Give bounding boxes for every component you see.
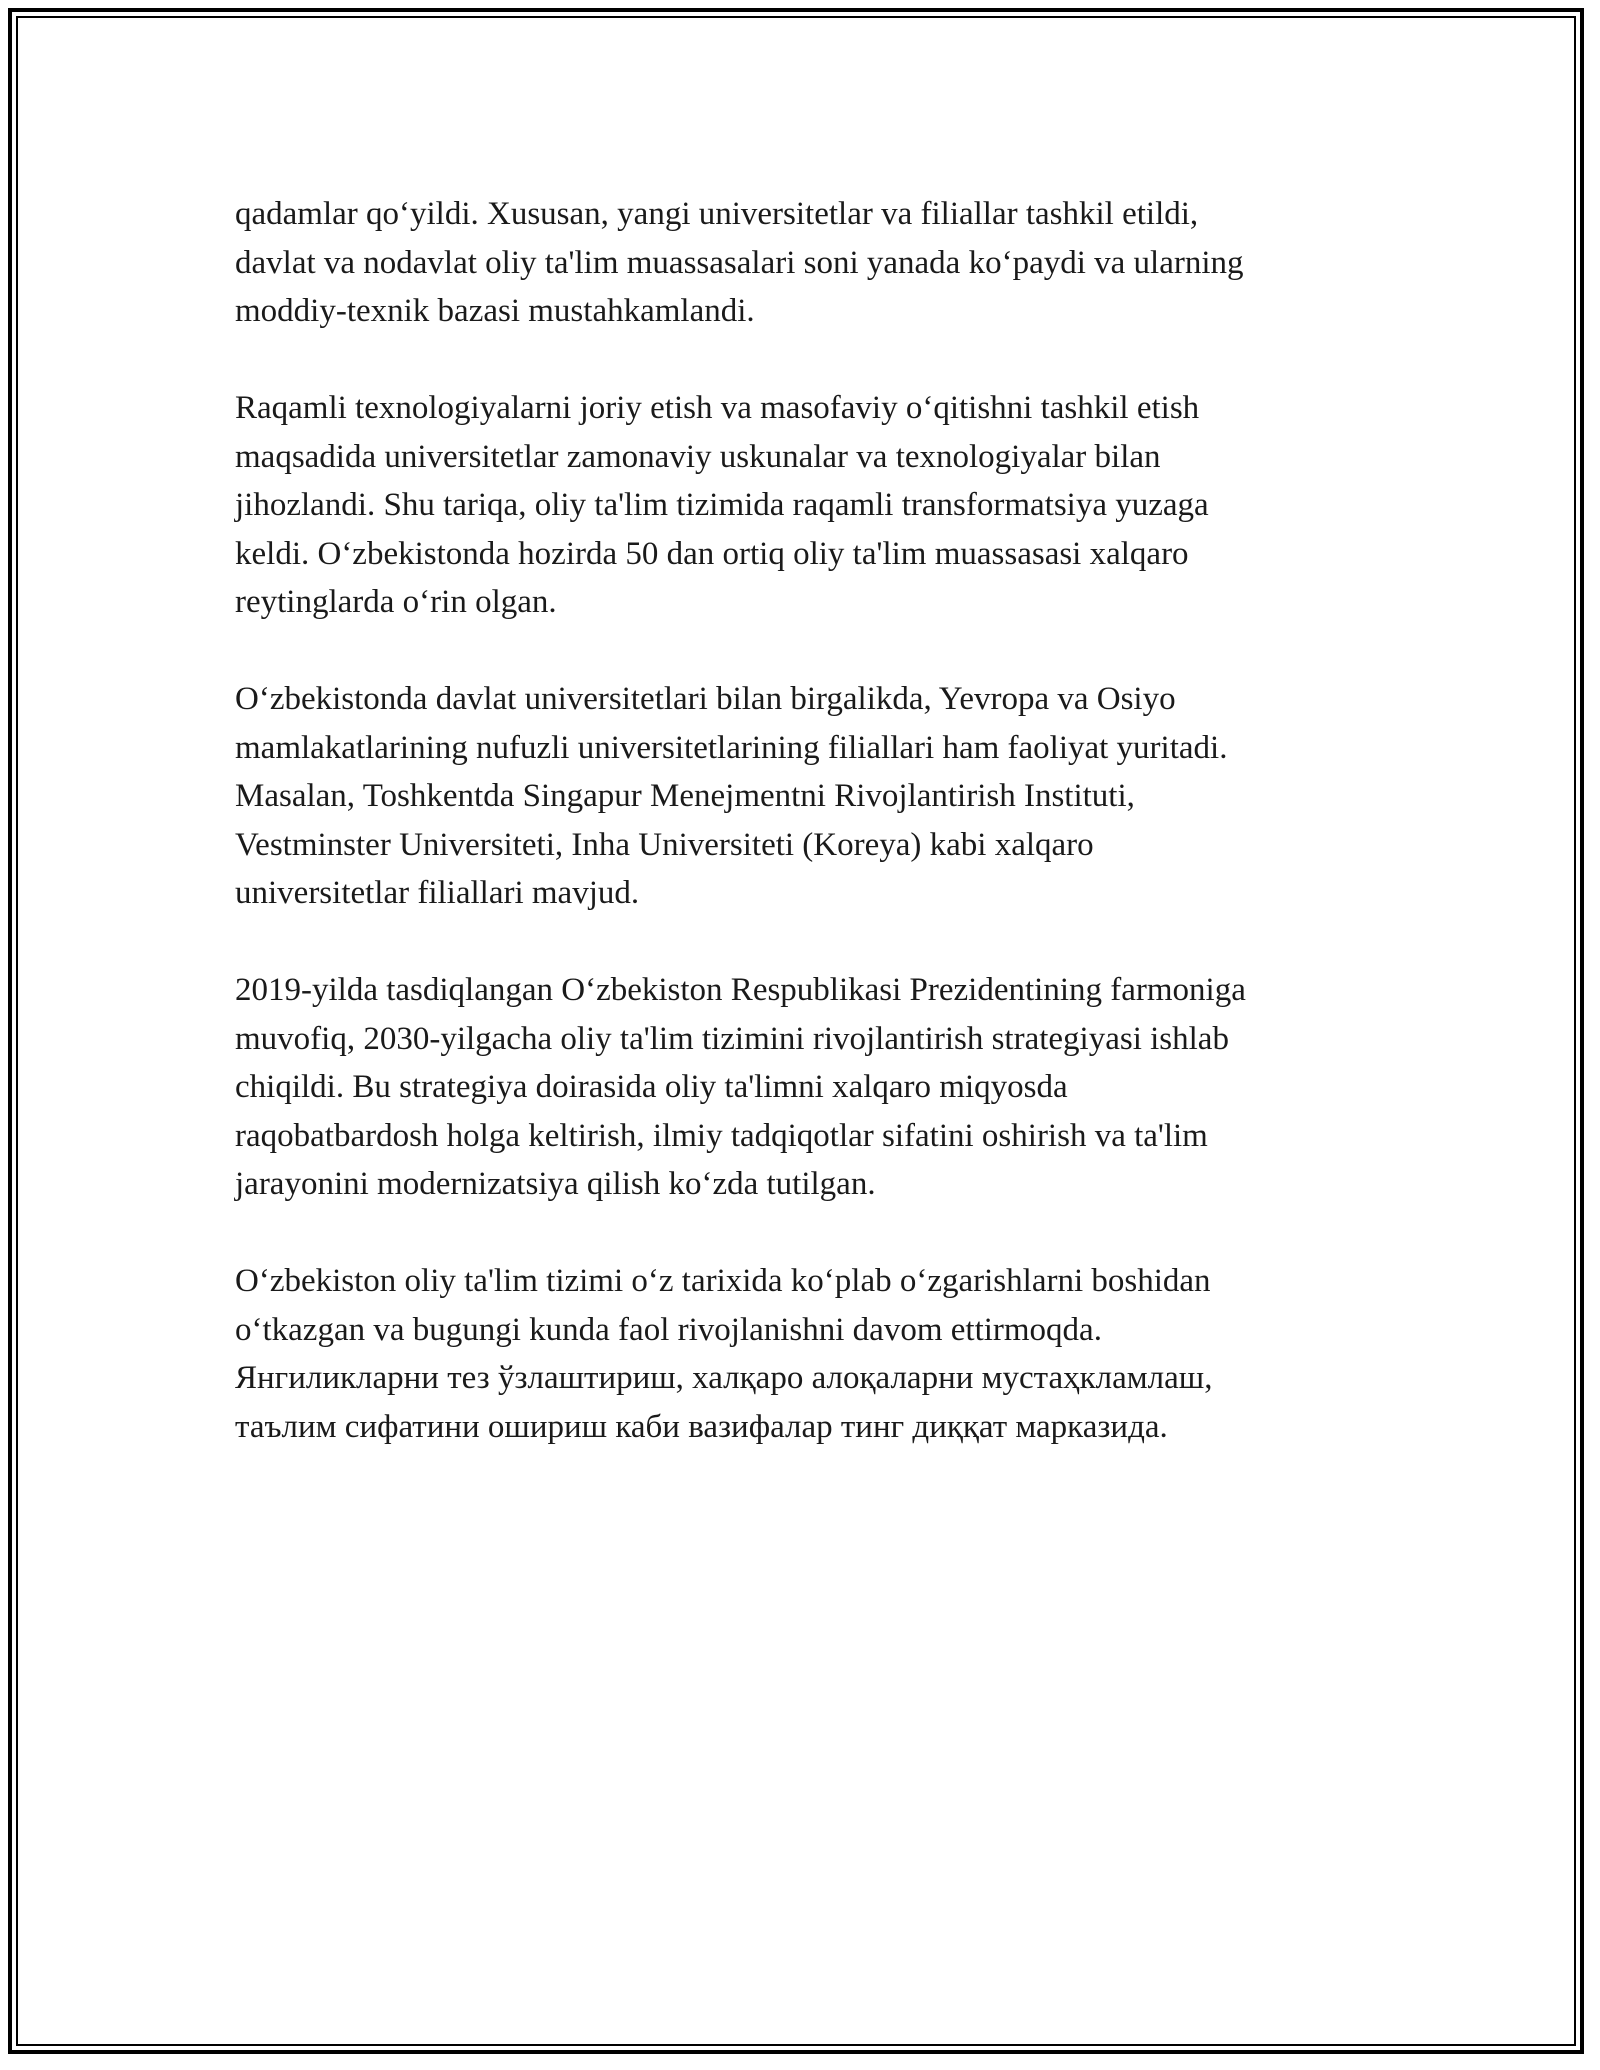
paragraph-3: O‘zbekistonda davlat universitetlari bilan birgalikda, Yevropa va Osiyo mamlakatlarining nufuzli universitetlarining filiallari ham faoliyat yuritadi. Masalan, Toshkentda Singapur Menejmentni Rivojlantirish Instituti, Vestminster Universiteti, Inha Universiteti (Koreya) kabi xalqaro universitetlar filiallari mavjud. — [235, 681, 1228, 911]
paragraph-4: 2019-yilda tasdiqlangan O‘zbekiston Respublikasi Prezidentining farmoniga muvofiq, 2030-yilgacha oliy ta'lim tizimini rivojlantirish strategiyasi ishlab chiqildi. Bu strategiya doirasida oliy ta'limni xalqaro miqyosda raqobatbardosh holga keltirish, ilmiy tadqiqotlar sifatini oshirish va ta'lim jarayonini modernizatsiya qilish ko‘zda tutilgan. — [235, 972, 1246, 1202]
paragraph-5: O‘zbekiston oliy ta'lim tizimi o‘z tarixida ko‘plab o‘zgarishlarni boshidan o‘tkazgan va bugungi kunda faol rivojlanishni davom ettirmoqda. Янгиликларни тез ўзлаштириш, халқаро алоқаларни мустаҳкламлаш, таълим сифатини ошириш каби вазифалар тинг диққат марказида. — [235, 1263, 1213, 1445]
document-body — [235, 190, 1385, 1500]
paragraph-1: qadamlar qo‘yildi. Xususan, yangi universitetlar va filiallar tashkil etildi, davlat va nodavlat oliy ta'lim muassasalari soni yanada ko‘paydi va ularning moddiy-texnik bazasi mustahkamlandi. — [235, 196, 1244, 329]
paragraph-2: Raqamli texnologiyalarni joriy etish va masofaviy o‘qitishni tashkil etish maqsadida universitetlar zamonaviy uskunalar va texnologiyalar bilan jihozlandi. Shu tariqa, oliy ta'lim tizimida raqamli transformatsiya yuzaga keldi. O‘zbekistonda hozirda 50 dan ortiq oliy ta'lim muassasasi xalqaro reytinglarda o‘rin olgan. — [235, 390, 1209, 620]
